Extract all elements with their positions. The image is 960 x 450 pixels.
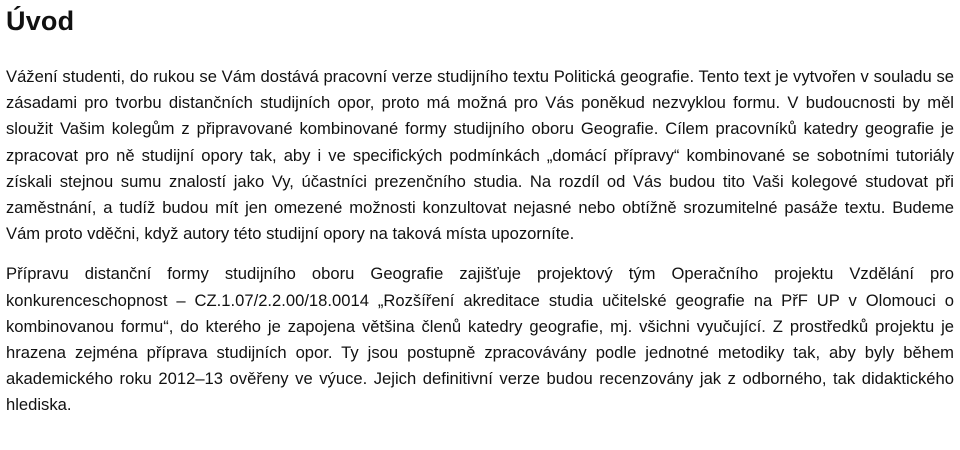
page-title: Úvod bbox=[6, 6, 75, 36]
intro-paragraph-1: Vážení studenti, do rukou se Vám dostává pracovní verze studijního textu Politická geografie. Tento text je vytvořen v souladu se zásadami pro tvorbu distančních studijních opor, proto má možná pro Vás poněkud nezvyklou formu. V budoucnosti by měl sloužit Vašim kolegům z připravované kombinované formy studijního oboru Geografie. Cílem pracovníků katedry geografie je zpracovat pro ně studijní opory tak, aby i ve specifických podmínkách „domácí přípravy“ kombinované se sobotními tutoriály získali stejnou sumu znalostí jako Vy, účastníci prezenčního studia. Na rozdíl od Vás budou tito Vaši kolegové studovat při zaměstnání, a tudíž budou mít jen omezené možnosti konzultovat nejasné nebo obtížně srozumitelné pasáže textu. Budeme Vám proto vděčni, když autory této studijní opory na taková místa upozorníte. bbox=[6, 67, 954, 244]
intro-paragraph-2: Přípravu distanční formy studijního oboru Geografie zajišťuje projektový tým Operačního projektu Vzdělání pro konkurenceschopnost – CZ.1.07/2.2.00/18.0014 „Rozšíření akreditace studia učitelské geografie na PřF UP v Olomouci o kombinovanou formu“, do kterého je zapojena většina členů katedry geografie, mj. všichni vyučující. Z prostředků projektu je hrazena zejména příprava studijních opor. Ty jsou postupně zpracovávány podle jednotné metodiky tak, aby byly během akademického roku 2012–13 ověřeny ve výuce. Jejich definitivní verze budou recenzovány jak z odborného, tak didaktického hlediska. bbox=[6, 264, 954, 415]
